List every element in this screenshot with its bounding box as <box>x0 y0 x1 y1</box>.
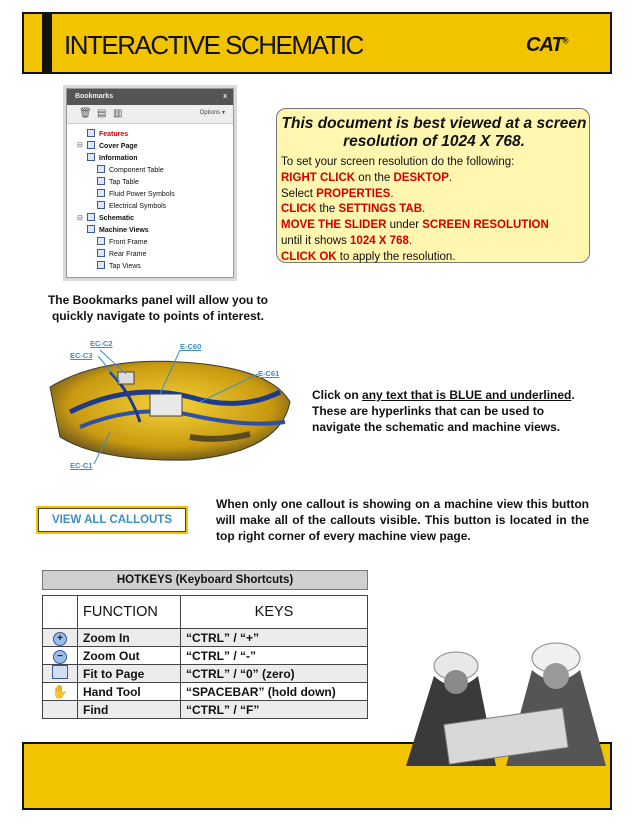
step-keyword: PROPERTIES <box>316 187 391 200</box>
bookmark-label: Component Table <box>109 167 164 174</box>
resolution-steps <box>281 155 587 266</box>
bookmark-schematic[interactable] <box>87 213 134 223</box>
step-keyword: 1024 X 768 <box>350 234 409 247</box>
icon-cell <box>43 701 78 719</box>
bookmark-icon <box>87 129 95 137</box>
hyperlink-note <box>312 387 584 435</box>
fit-page-icon <box>52 665 68 679</box>
function-cell: Find <box>78 701 181 719</box>
keys-cell: “SPACEBAR” (hold down) <box>181 683 368 701</box>
keys-cell: “CTRL” / “F” <box>181 701 368 719</box>
cat-logo <box>526 34 568 57</box>
bookmark-label: Information <box>99 155 138 162</box>
function-cell: Zoom Out <box>78 647 181 665</box>
step-keyword: RIGHT CLICK <box>281 171 356 184</box>
keys-column-header: KEYS <box>181 596 368 629</box>
bookmark-rear-frame[interactable] <box>97 249 146 259</box>
keys-cell: “CTRL” / “-” <box>181 647 368 665</box>
step-line <box>281 171 587 187</box>
options-label: Options <box>199 110 221 116</box>
bookmark-icon <box>97 165 105 173</box>
callout-e-c60[interactable]: E-C60 <box>180 342 202 351</box>
zoom-out-icon: − <box>53 650 67 664</box>
resolution-note-box <box>276 108 590 263</box>
bookmarks-caption: The Bookmarks panel will allow you to quickly navigate to points of interest. <box>47 293 269 323</box>
bookmark-properties-icon[interactable]: ▥ <box>113 108 123 119</box>
zoom-in-icon: + <box>53 632 67 646</box>
table-row <box>43 701 368 719</box>
step-text: the <box>316 203 339 216</box>
step-text: . <box>390 187 394 200</box>
step-line <box>281 187 587 203</box>
bookmark-tap-table[interactable] <box>97 177 139 187</box>
note-text: Click on <box>312 388 363 402</box>
connector-block <box>150 394 182 416</box>
step-text: Select <box>281 187 317 200</box>
cat-logo-text: CAT <box>526 34 563 56</box>
function-cell: Hand Tool <box>78 683 181 701</box>
step-text: under <box>386 219 423 232</box>
step-text: . <box>448 171 453 184</box>
hand-tool-icon: ✋ <box>51 683 69 699</box>
bookmark-icon <box>87 141 95 149</box>
bookmark-electrical-symbols[interactable] <box>97 201 166 211</box>
registered-mark: ® <box>562 36 568 46</box>
note-emphasis: any text that is BLUE and underlined <box>362 388 572 402</box>
step-keyword: SETTINGS TAB <box>338 203 423 216</box>
step-text: until it shows <box>281 234 351 247</box>
step-keyword: CLICK OK <box>281 250 337 263</box>
bookmark-label: Fluid Power Symbols <box>109 191 175 198</box>
bookmark-icon <box>97 261 105 269</box>
hotkeys-table <box>42 595 368 719</box>
bookmark-label: Schematic <box>99 215 135 222</box>
callout-ec-c2[interactable]: EC-C2 <box>90 339 113 348</box>
bookmark-label: Machine Views <box>99 227 149 234</box>
step-text: to apply the resolution. <box>336 250 456 263</box>
bookmark-icon <box>87 153 95 161</box>
bookmark-icon <box>97 189 105 197</box>
bookmarks-panel <box>66 88 234 278</box>
bookmark-label: Features <box>99 131 129 138</box>
step-keyword: DESKTOP <box>393 171 449 184</box>
step-line <box>281 234 587 250</box>
new-bookmark-icon[interactable]: ▤ <box>97 108 107 119</box>
table-row <box>43 683 368 701</box>
workers-photo <box>386 636 616 766</box>
note-text: . These are hyperlinks that can be used to navigate the schematic and machine views. <box>312 388 575 434</box>
bookmark-label: Electrical Symbols <box>109 203 167 210</box>
step-line <box>281 250 587 266</box>
callout-e-c61[interactable]: E-C61 <box>258 369 280 378</box>
resolution-heading: This document is best viewed at a screen resolution of 1024 X 768. <box>281 115 587 150</box>
icon-cell <box>43 683 78 701</box>
callout-ec-c3[interactable]: EC-C3 <box>70 351 93 360</box>
machine-view-image <box>40 342 320 467</box>
view-all-callouts-label: VIEW ALL CALLOUTS <box>51 514 173 526</box>
table-row <box>43 647 368 665</box>
bookmark-machine-views[interactable] <box>87 225 149 235</box>
bookmark-icon <box>87 213 95 221</box>
table-row <box>43 665 368 683</box>
bookmark-label: Rear Frame <box>109 251 147 258</box>
step-text: . <box>422 203 426 216</box>
step-text: . <box>408 234 413 247</box>
header-accent-stripe <box>42 14 52 72</box>
step-line <box>281 202 587 218</box>
bookmark-label: Front Frame <box>109 239 148 246</box>
step-text: on the <box>355 171 394 184</box>
step-keyword: CLICK <box>281 203 317 216</box>
view-all-callouts-button[interactable] <box>38 508 186 532</box>
bookmark-icon <box>87 225 95 233</box>
bookmark-features[interactable] <box>87 129 128 139</box>
function-column-header: FUNCTION <box>78 596 181 629</box>
trash-icon[interactable]: 🗑 <box>79 108 92 119</box>
step-keyword: SCREEN RESOLUTION <box>422 219 549 232</box>
bookmark-front-frame[interactable] <box>97 237 148 247</box>
close-icon[interactable]: x <box>223 93 227 100</box>
step-keyword: MOVE THE SLIDER <box>281 219 387 232</box>
bookmark-label: Tap Views <box>109 263 141 270</box>
table-row <box>43 629 368 647</box>
bookmark-icon <box>97 201 105 209</box>
icon-cell <box>43 647 78 665</box>
bookmark-information[interactable] <box>87 153 138 163</box>
bookmark-tap-views[interactable] <box>97 261 141 271</box>
bookmarks-title: Bookmarks <box>75 93 114 100</box>
bookmark-fluid-power-symbols[interactable] <box>97 189 175 199</box>
icon-column-header <box>43 596 78 629</box>
bookmark-cover-page[interactable] <box>87 141 138 151</box>
callout-ec-c1[interactable]: EC-C1 <box>70 461 93 470</box>
bookmark-component-table[interactable] <box>97 165 164 175</box>
bookmark-label: Cover Page <box>99 143 138 150</box>
bookmark-icon <box>97 177 105 185</box>
step-line <box>281 218 587 234</box>
resolution-intro: To set your screen resolution do the following: <box>281 156 515 168</box>
bookmark-icon <box>97 249 105 257</box>
function-cell: Zoom In <box>78 629 181 647</box>
bookmark-icon <box>97 237 105 245</box>
keys-cell: “CTRL” / “+” <box>181 629 368 647</box>
collapse-icon[interactable]: ⊟ <box>77 142 83 149</box>
bookmarks-titlebar <box>67 89 233 105</box>
collapse-icon[interactable]: ⊟ <box>77 215 83 222</box>
icon-cell <box>43 629 78 647</box>
page-title: INTERACTIVE SCHEMATIC <box>64 30 363 60</box>
keys-cell: “CTRL” / “0” (zero) <box>181 665 368 683</box>
function-cell: Fit to Page <box>78 665 181 683</box>
bookmarks-toolbar <box>67 105 233 124</box>
options-menu[interactable]: Options ▾ <box>199 110 225 116</box>
hotkeys-title: HOTKEYS (Keyboard Shortcuts) <box>42 570 368 590</box>
view-all-note: When only one callout is showing on a machine view this button will make all of the callouts visible. This button is located in the top right corner of every machine view page. <box>216 497 589 543</box>
icon-cell <box>43 665 78 683</box>
bookmark-label: Tap Table <box>109 179 139 186</box>
table-header-row <box>43 596 368 629</box>
